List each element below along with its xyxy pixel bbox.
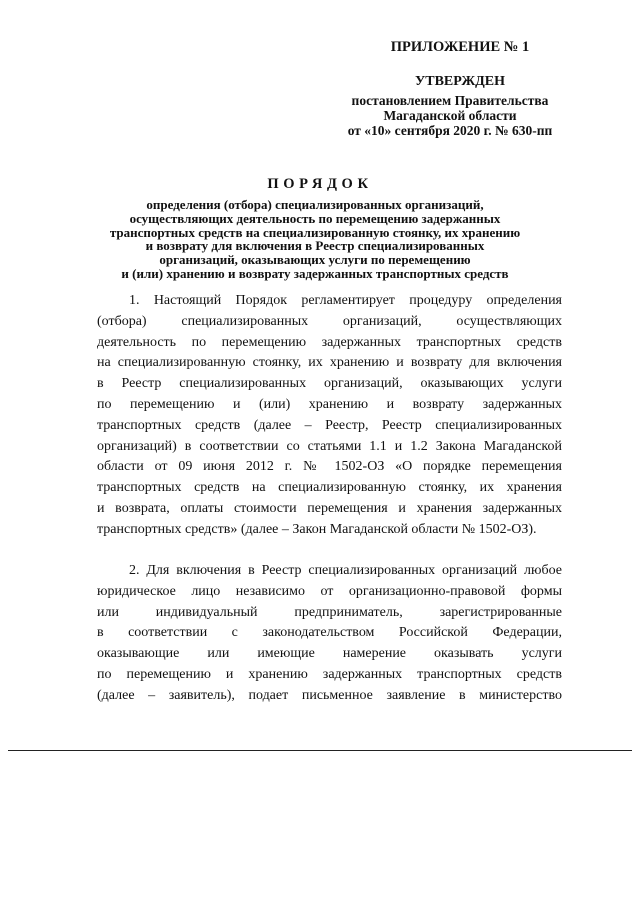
subtitle-line: осуществляющих деятельность по перемещению задержанных [129,210,501,226]
subtitle-line: организаций, оказывающих услуги по перемещению [159,252,471,268]
document-title: ПОРЯДОК [267,176,373,192]
paragraph-line: в Реестр специализированных организаций, оказывающих услуги [97,376,562,392]
paragraph-line: в соответствии с законодательством Российской Федерации, [97,625,562,641]
subtitle-line: определения (отбора) специализированных организаций, [146,197,484,212]
paragraph-line: на специализированную стоянку, их хранению и возврату для включения [97,355,562,371]
paragraph-line: юридическое лицо независимо от организационно-правовой формы [97,583,562,599]
paragraph-line: области от 09 июня 2012 г. № 1502-ОЗ «О порядке перемещения [97,459,562,475]
bottom-divider [8,750,632,751]
paragraph-line: деятельность по перемещению задержанных транспортных средств [97,334,562,350]
paragraph-line: транспортных средств (далее – Реестр, Реестр специализированных [97,417,562,433]
paragraph-line: (отбора) специализированных организаций, осуществляющих [97,313,562,329]
document-subtitle [60,198,570,281]
subtitle-line: и (или) хранению и возврату задержанных транспортных средств [121,265,509,281]
paragraph-line: транспортных средств на специализированную стоянку, их хранения [97,480,562,496]
paragraph-line: 1. Настоящий Порядок регламентирует процедуру определения [129,293,562,308]
paragraph-line: транспортных средств» (далее – Закон Магаданской области № 1502-ОЗ). [97,521,537,537]
approval-line: Магаданской области [383,108,517,123]
paragraph-1 [97,291,562,541]
approval-line: от «10» сентября 2020 г. № 630-пп [347,123,553,138]
paragraph-line: по перемещению и хранению задержанных транспортных средств [97,666,562,682]
appendix-number: ПРИЛОЖЕНИЕ № 1 [390,39,530,55]
paragraph-line: или индивидуальный предприниматель, зарегистрированные [97,604,562,620]
paragraph-line: 2. Для включения в Реестр специализированных организаций любое [129,563,562,578]
paragraph-line: организаций) в соответствии со статьями 1.1 и 1.2 Закона Магаданской [97,438,562,454]
paragraph-2 [97,561,562,707]
paragraph-line: по перемещению и (или) хранению и возврату задержанных [97,396,562,412]
subtitle-line: и возврату для включения в Реестр специализированных [145,238,485,254]
paragraph-line: оказывающие или имеющие намерение оказывать услуги [97,646,562,662]
approval-details [300,93,600,138]
paragraph-line: и возврата, оплаты стоимости перемещения и хранения задержанных [97,500,562,516]
approval-line: постановлением Правительства [351,93,549,108]
paragraph-line: (далее – заявитель), подает письменное заявление в министерство [97,687,562,703]
subtitle-line: транспортных средств на специализированную стоянку, их хранению [109,224,521,240]
approved-stamp: УТВЕРЖДЕН [414,74,506,89]
